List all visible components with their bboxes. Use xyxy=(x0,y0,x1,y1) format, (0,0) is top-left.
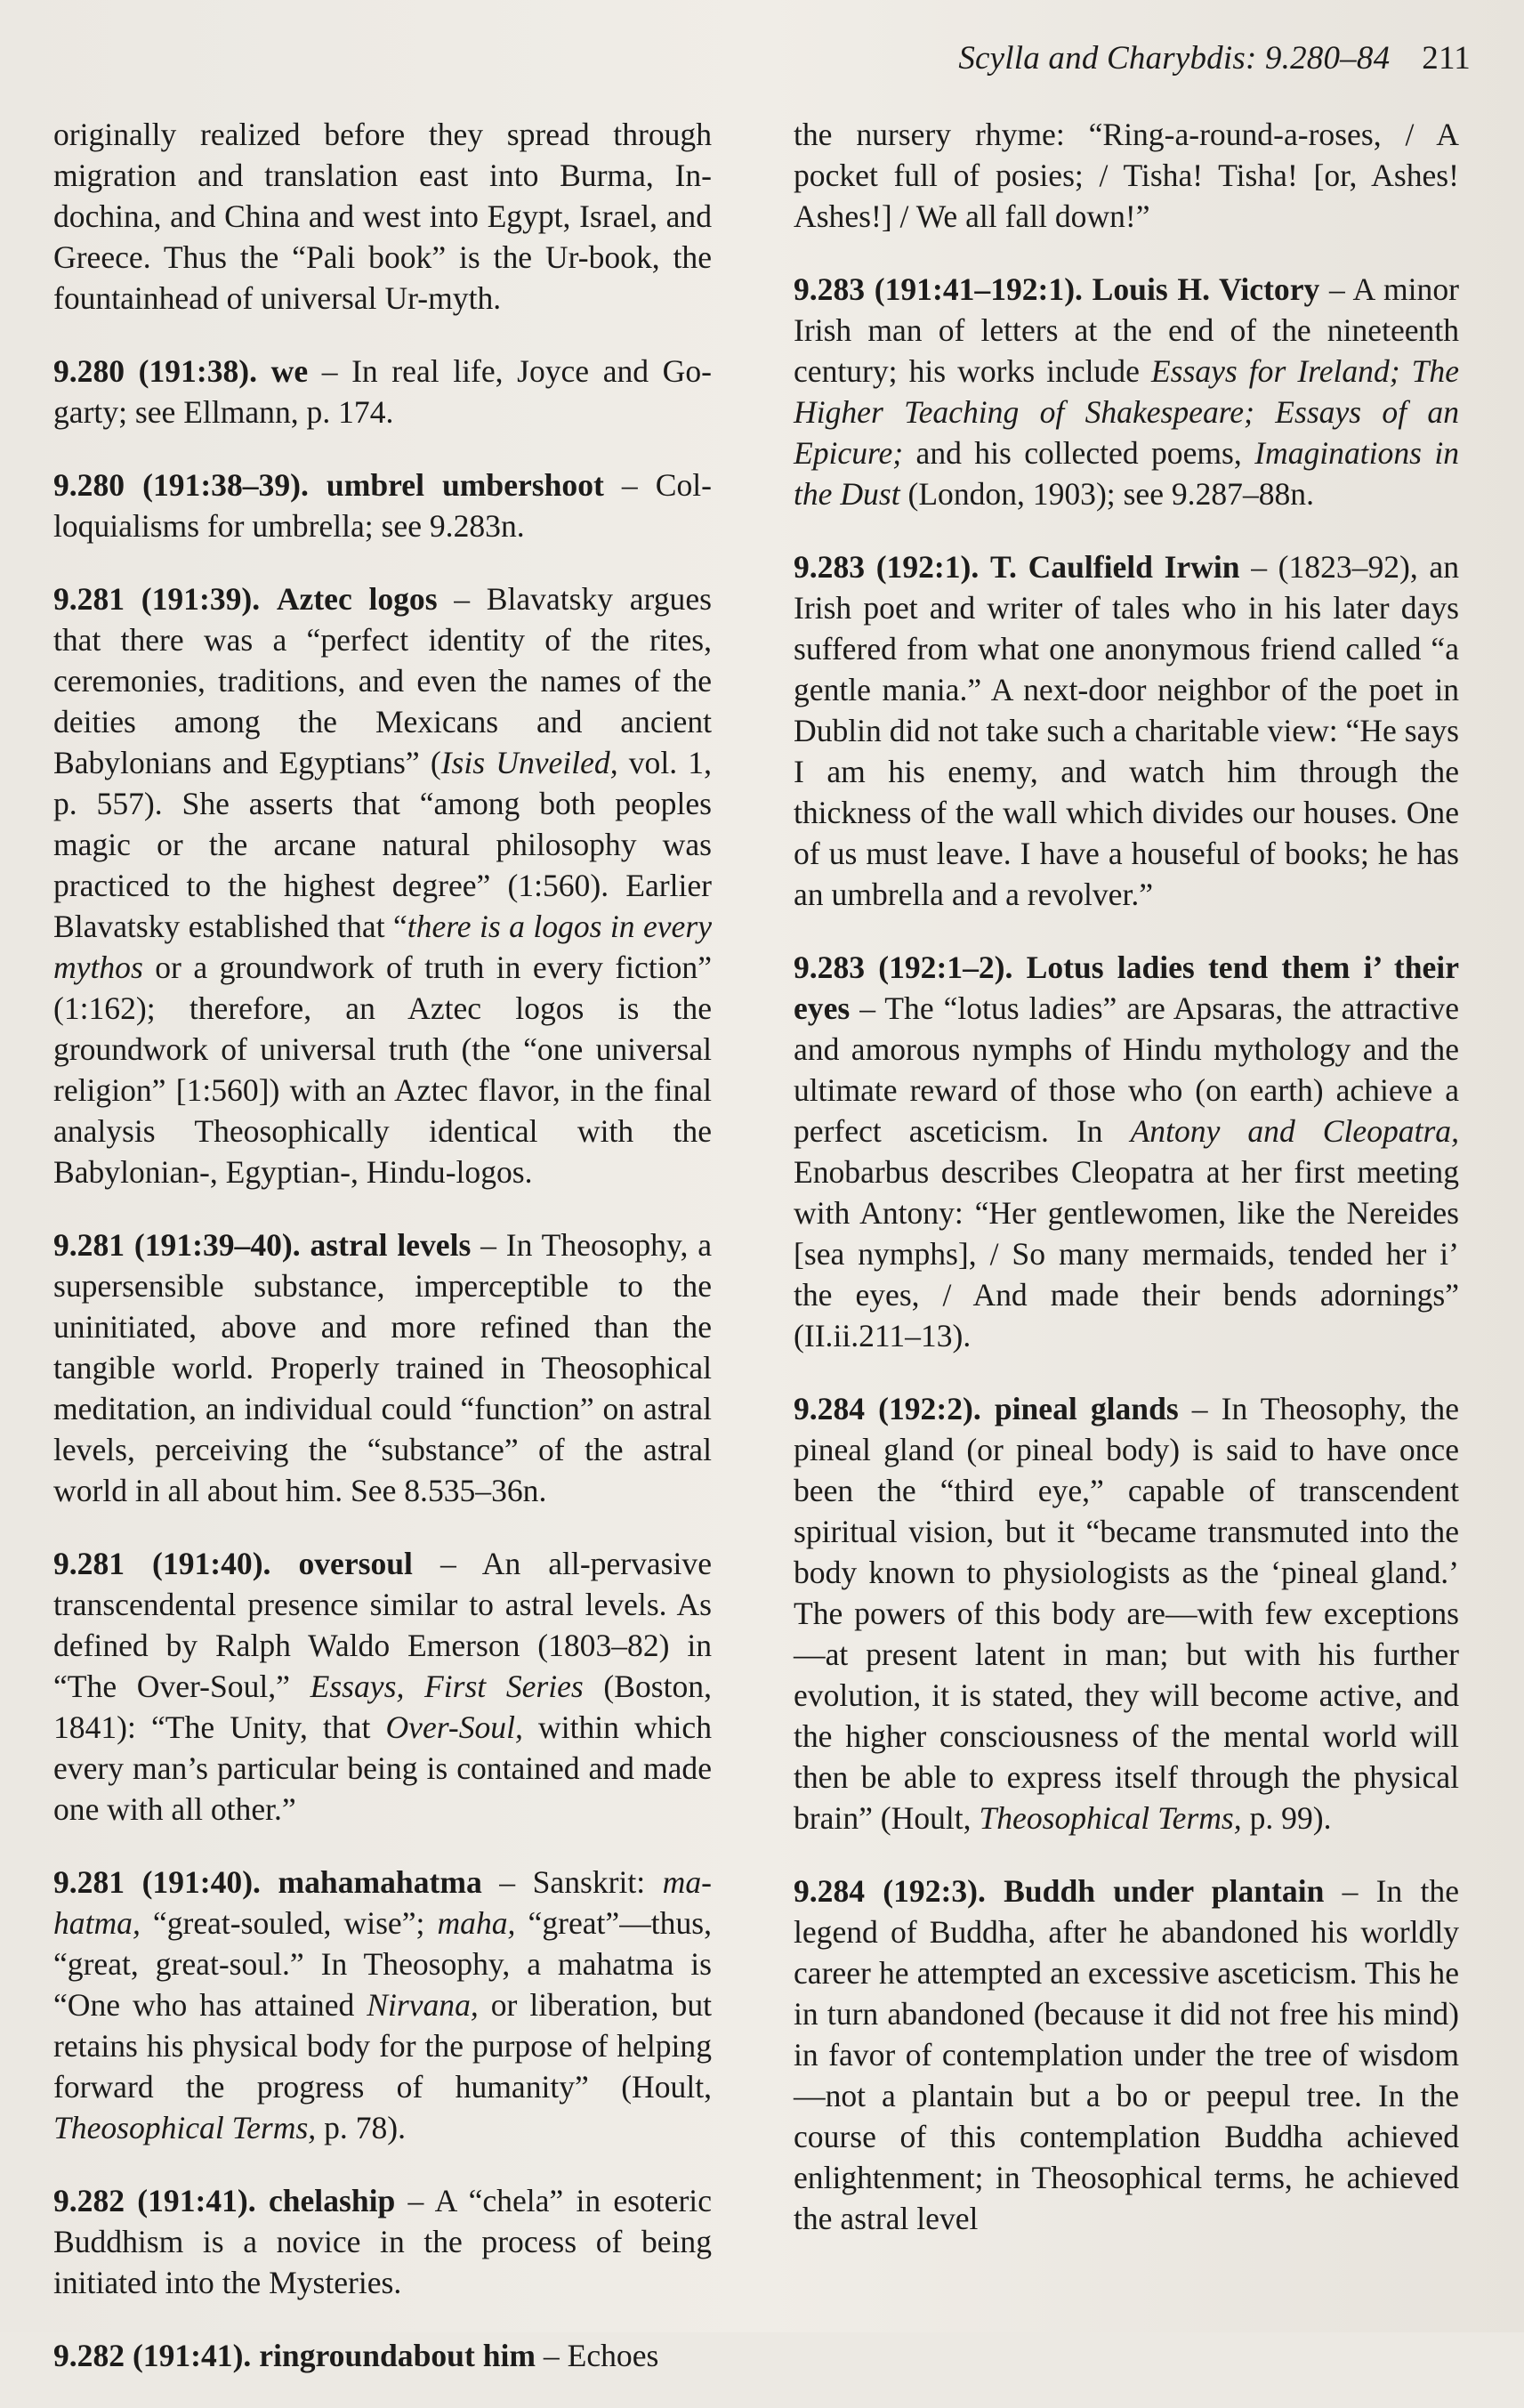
entry-lemma: Louis H. Victory xyxy=(1092,271,1320,307)
italic-text: Theosophical Terms, xyxy=(979,1800,1242,1836)
entry-reference: 9.283 (191:41–192:1). xyxy=(794,271,1083,307)
left-column xyxy=(53,114,712,2408)
entry-lemma: ringroundabout him xyxy=(259,2338,536,2373)
italic-text: Imaginations in the Dust xyxy=(794,435,1460,512)
entry-text: – In real life, Joyce and Gogarty; see Ellmann, p. 174. xyxy=(53,353,712,430)
entry-text: within which every man’s particular being is contained and made one with all other.” xyxy=(53,1709,712,1827)
annotation-entry xyxy=(53,578,712,1192)
annotation-entry xyxy=(53,465,712,546)
annotation-entry xyxy=(53,1224,712,1511)
entry-reference: 9.282 (191:41). xyxy=(53,2183,256,2218)
annotation-entry xyxy=(794,269,1459,514)
annotation-entry xyxy=(794,1388,1459,1838)
entry-text: – A “chela” in esoteric Buddhism is a novice in the process of being initiated into the Mysteries. xyxy=(53,2183,712,2300)
right-column xyxy=(794,114,1459,2271)
running-head-title: Scylla and Charybdis: 9.280–84 xyxy=(958,40,1391,77)
italic-text: Theosophical Terms, xyxy=(53,2110,317,2145)
entry-text: – In Theosophy, the pineal gland (or pineal body) is said to have once been the “third eye,” capable of transcendent spiritual vision, but it “became transmuted into the body known to physiologists as the ‘pineal gland.’ The powers of this body are—with few exceptions—at present latent in man; but with his further evolution, it is stated, they will become active, and the higher consciousness of the mental world will then be able to express itself through the physical brain” (Hoult, xyxy=(794,1391,1459,1836)
entry-text: – Sanskrit: xyxy=(481,1864,663,1900)
annotation-entry xyxy=(794,546,1459,915)
italic-text: Antony and Cleopatra, xyxy=(1130,1113,1459,1149)
entry-lemma: umbrel umbershoot xyxy=(326,467,604,503)
entry-text: – A minor Irish man of letters at the end of the nineteenth century; his works include xyxy=(794,271,1459,389)
entry-text: – The “lotus ladies” are Apsaras, the attractive and amorous nymphs of Hindu mythology and the ultimate reward of those who (on earth) achieve a perfect asceticism. In xyxy=(794,990,1459,1149)
entry-text: “great-souled, wise”; xyxy=(140,1905,438,1941)
annotation-entry xyxy=(53,2180,712,2303)
entry-lemma: chelaship xyxy=(268,2183,396,2218)
italic-text: Nirvana, xyxy=(367,1987,479,2023)
annotation-entry xyxy=(794,947,1459,1356)
entry-lemma: astral levels xyxy=(310,1227,472,1263)
entry-text: p. 78). xyxy=(316,2110,407,2145)
italic-text: Essays for Ireland; The Higher Teaching of Shakespeare; Essays of an Epicure; xyxy=(794,353,1459,471)
entry-reference: 9.282 (191:41). xyxy=(53,2338,252,2373)
entry-reference: 9.280 (191:38). xyxy=(53,353,258,389)
entry-text: – An all-pervasive transcendental presence similar to astral levels. As defined by Ralph Waldo Emerson (1803–82) in “The Over-Soul,” xyxy=(53,1546,712,1704)
entry-lemma: pineal glands xyxy=(994,1391,1179,1426)
entry-reference: 9.283 (192:1). xyxy=(794,549,980,585)
entry-lemma: T. Caulfield Irwin xyxy=(989,549,1240,585)
annotation-entry xyxy=(53,1543,712,1830)
entry-text: – Echoes xyxy=(536,2338,659,2373)
entry-reference: 9.281 (191:40). xyxy=(53,1864,261,1900)
entry-text: – In the legend of Buddha, after he abandoned his worldly career he attempted an excessive asceticism. This he in turn abandoned (because it did not free his mind) in favor of contemplation under the tree of wisdom—not a plantain but a bo or peepul tree. In the course of this contemplation Buddha achieved enlightenment; in Theosophical terms, he achieved the astral level xyxy=(794,1873,1459,2236)
entry-text: (London, 1903); see 9.287–88n. xyxy=(899,476,1314,512)
entry-text: p. 99). xyxy=(1241,1800,1332,1836)
entry-reference: 9.281 (191:40). xyxy=(53,1546,271,1581)
entry-lemma: oversoul xyxy=(298,1546,413,1581)
italic-text: Over-Soul, xyxy=(385,1709,523,1745)
entry-text: “great”—thus, “great, great-soul.” In Theosophy, a mahatma is “One who has attained xyxy=(53,1905,712,2023)
annotation-entry xyxy=(53,351,712,432)
entry-lemma: mahamahatma xyxy=(278,1864,482,1900)
italic-text: maha, xyxy=(437,1905,516,1941)
entry-text: Enobarbus describes Cleopatra at her first meeting with Antony: “Her gentlewomen, like the Nereides [sea nymphs], / So many mermaids, tended her i’ the eyes, / And made their bends adornings” (II.ii.211–13). xyxy=(794,1154,1459,1353)
italic-text: mahatma, xyxy=(53,1864,712,1941)
entry-text: or liberation, but retains his physical body for the purpose of helping forward the progress of humanity” (Hoult, xyxy=(53,1987,713,2105)
entry-text: (Boston, 1841): “The Unity, that xyxy=(53,1669,712,1745)
italic-text: Essays, First Series xyxy=(310,1669,584,1704)
entry-reference: 9.281 (191:39). xyxy=(53,581,261,617)
entry-text: – In Theosophy, a supersensible substance, imperceptible to the uninitiated, above and more refined than the tangible world. Properly trained in Theosophical meditation, an individual could “function” on astral levels, perceiving the “substance” of the astral world in all about him. See 8.535–36n. xyxy=(53,1227,712,1508)
italic-text: Isis Unveiled, xyxy=(440,745,618,780)
entry-lemma: Aztec logos xyxy=(276,581,438,617)
entry-text: the nursery rhyme: “Ring-a-round-a-roses, / A pocket full of posies; / Tisha! Tisha! [or, Ashes! Ashes!] / We all fall down!” xyxy=(794,117,1459,234)
running-head xyxy=(958,39,1471,77)
entry-text: originally realized before they spread through migration and translation east into Burma, Indochina, and China and west into Egypt, Israel, and Greece. Thus the “Pali book” is the Ur-book, the fountainhead of universal Ur-myth. xyxy=(53,117,712,316)
entry-text: vol. 1, p. 557). She asserts that “among both peoples magic or the arcane natural philosophy was practiced to the highest degree” (1:560). Earlier Blavatsky established that “ xyxy=(53,745,712,944)
entry-lemma: we xyxy=(270,353,309,389)
entry-reference: 9.284 (192:3). xyxy=(794,1873,986,1909)
entry-lemma: Lotus ladies tend them i’ their eyes xyxy=(794,949,1459,1026)
entry-text: and his collected poems, xyxy=(903,435,1255,471)
annotation-entry xyxy=(794,1871,1459,2239)
entry-reference: 9.283 (192:1–2). xyxy=(794,949,1013,985)
entry-text: – Blavatsky argues that there was a “perfect identity of the rites, ceremonies, traditions, and even the names of the deities among the Mexicans and ancient Babylonians and Egyptians” ( xyxy=(53,581,712,780)
entry-text: or a groundwork of truth in every fiction” (1:162); therefore, an Aztec logos is the groundwork of universal truth (the “one universal religion” [1:560]) with an Aztec flavor, in the final analysis Theosophically identical with the Babylonian-, Egyptian-, Hindu-logos. xyxy=(53,949,712,1190)
entry-reference: 9.280 (191:38–39). xyxy=(53,467,309,503)
entry-text: – Colloquialisms for umbrella; see 9.283n. xyxy=(53,467,713,544)
annotation-entry xyxy=(53,114,712,319)
entry-lemma: Buddh under plantain xyxy=(1004,1873,1325,1909)
entry-reference: 9.281 (191:39–40). xyxy=(53,1227,301,1263)
annotation-entry xyxy=(794,114,1459,237)
italic-text: there is a logos in every mythos xyxy=(53,909,712,985)
annotation-entry xyxy=(53,2335,712,2376)
entry-reference: 9.284 (192:2). xyxy=(794,1391,981,1426)
entry-text: – (1823–92), an Irish poet and writer of tales who in his later days suffered from what one anonymous friend called “a gentle mania.” A next-door neighbor of the poet in Dublin did not take such a charitable view: “He says I am his enemy, and watch him through the thickness of the wall which divides our houses. One of us must leave. I have a houseful of books; he has an umbrella and a revolver.” xyxy=(794,549,1459,912)
page-number: 211 xyxy=(1422,40,1471,77)
annotation-entry xyxy=(53,1862,712,2148)
